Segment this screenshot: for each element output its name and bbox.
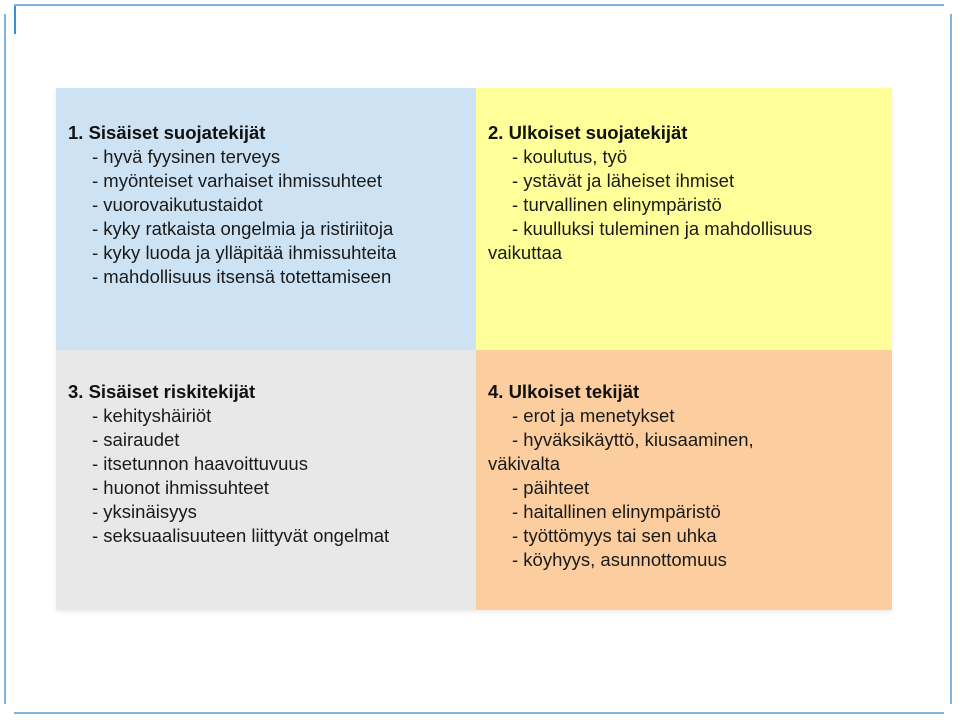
list-item: - erot ja menetykset	[512, 405, 675, 426]
list-item: - työttömyys tai sen uhka	[512, 525, 717, 546]
list-item: - koulutus, työ	[512, 146, 628, 167]
list-item: - kyky ratkaista ongelmia ja ristiriitoja	[92, 218, 394, 239]
list-item: - huonot ihmissuhteet	[92, 477, 269, 498]
list-item: - kuulluksi tuleminen ja mahdollisuus vaikuttaa	[488, 218, 813, 263]
list-item: - myönteiset varhaiset ihmissuhteet	[92, 170, 382, 191]
quadrant-external-factors	[476, 350, 892, 610]
list-item: - yksinäisyys	[92, 501, 197, 522]
quadrant-internal-protective-factors	[56, 88, 476, 350]
list-item: - hyvä fyysinen terveys	[92, 146, 281, 167]
list-item: - päihteet	[512, 477, 590, 498]
list-item: - turvallinen elinympäristö	[512, 194, 722, 215]
frame-line-top-left	[14, 4, 16, 34]
list-item: - hyväksikäyttö, kiusaaminen, väkivalta	[488, 429, 754, 474]
quadrant-title: 2. Ulkoiset suojatekijät	[488, 122, 688, 143]
list-item: - kehityshäiriöt	[92, 405, 212, 426]
quadrant-grid	[56, 88, 892, 610]
list-item: - kyky luoda ja ylläpitää ihmissuhteita	[92, 242, 397, 263]
frame-line-left	[4, 14, 6, 704]
list-item: - mahdollisuus itsensä totettamiseen	[92, 266, 392, 287]
quadrant-title: 1. Sisäiset suojatekijät	[68, 122, 266, 143]
frame-line-right	[950, 14, 952, 704]
list-item: - itsetunnon haavoittuvuus	[92, 453, 308, 474]
list-item: - vuorovaikutustaidot	[92, 194, 263, 215]
list-item: - sairaudet	[92, 429, 180, 450]
quadrant-internal-risk-factors	[56, 350, 476, 610]
list-item: - seksuaalisuuteen liittyvät ongelmat	[92, 525, 390, 546]
quadrant-external-protective-factors	[476, 88, 892, 350]
list-item: - köyhyys, asunnottomuus	[512, 549, 727, 570]
list-item: - ystävät ja läheiset ihmiset	[512, 170, 735, 191]
frame-line-bottom	[14, 712, 944, 714]
frame-line-top	[14, 4, 944, 6]
quadrant-title: 3. Sisäiset riskitekijät	[68, 381, 256, 402]
list-item: - haitallinen elinympäristö	[512, 501, 721, 522]
quadrant-title: 4. Ulkoiset tekijät	[488, 381, 640, 402]
